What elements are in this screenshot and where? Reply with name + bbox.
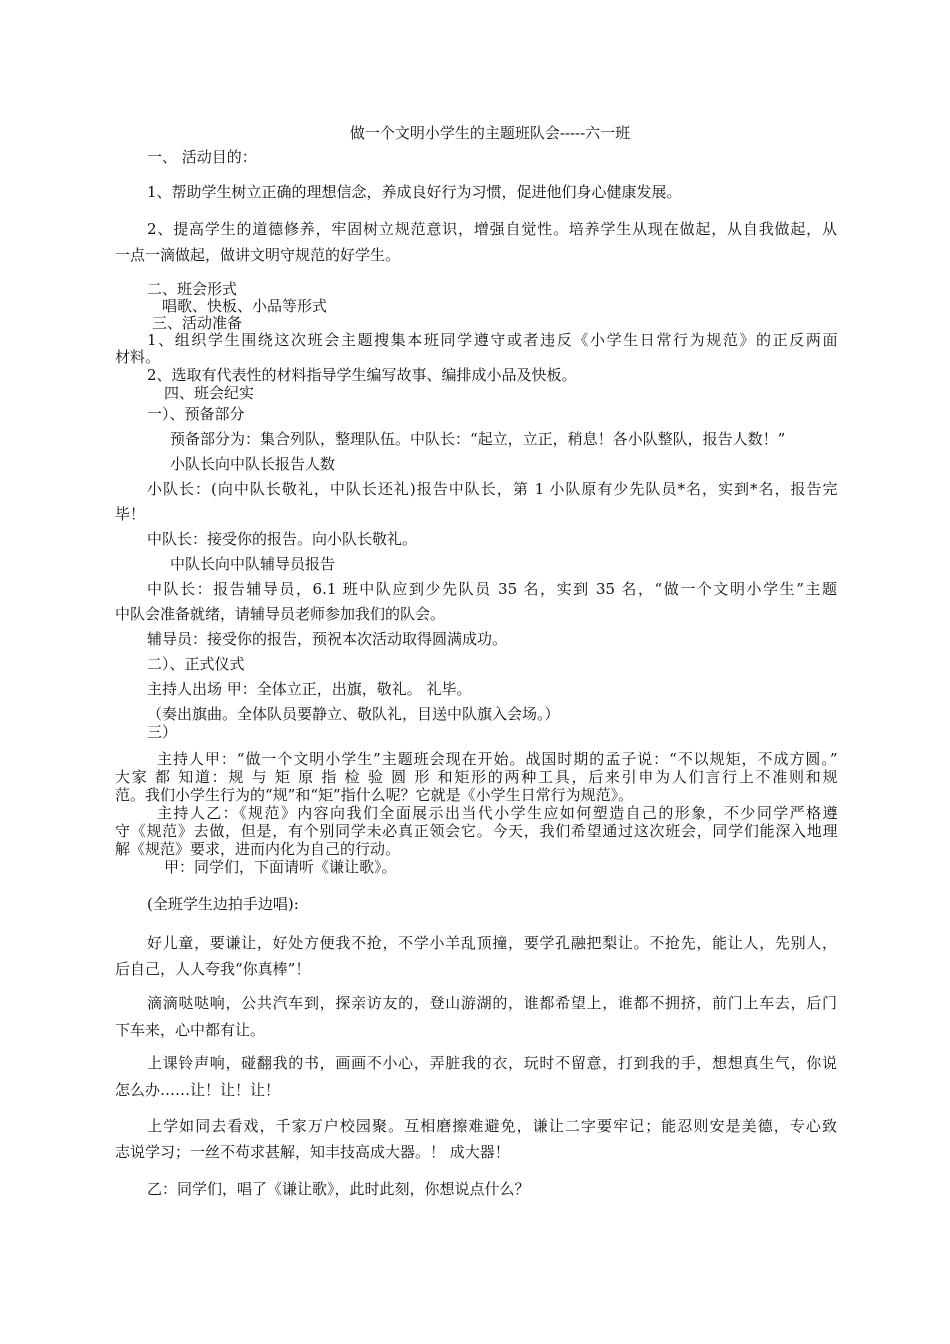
lyric-line: 志说学习；一丝不苟求甚解，知丰技高成大器。！ 成大器！ xyxy=(115,1143,510,1161)
paragraph-line: 唱歌、快板、小品等形式 xyxy=(162,297,328,315)
subsection-heading: 一）、预备部分 xyxy=(147,405,245,423)
paragraph-line: 1、组织学生围绕这次班会主题搜集本班同学遵守或者违反《小学生日常行为规范》的正反两面 xyxy=(147,331,837,349)
paragraph-line: 中队长：接受你的报告。向小队长敬礼。 xyxy=(147,530,418,548)
paragraph-line: 一点一滴做起，做讲文明守规范的好学生。 xyxy=(115,246,401,264)
paragraph-line: 预备部分为：集合列队，整理队伍。中队长：“起立，立正，稍息！各小队整队，报告人数！” xyxy=(170,430,786,448)
subsection-heading: 三） xyxy=(147,723,178,741)
subsection-heading: 二）、正式仪式 xyxy=(147,655,245,673)
paragraph-line: 1、帮助学生树立正确的理想信念，养成良好行为习惯，促进他们身心健康发展。 xyxy=(147,183,682,201)
paragraph-line: （奏出旗曲。全体队员要静立、敬队礼，目送中队旗入会场。） xyxy=(147,705,560,723)
paragraph-line: 乙：同学们，唱了《谦让歌》，此时此刻，你想说点什么？ xyxy=(147,1180,530,1198)
lyric-line: 后自己，人人夸我“你真棒”！ xyxy=(115,960,311,978)
paragraph-line: 主持人甲：“做一个文明小学生”主题班会现在开始。战国时期的孟子说：“不以规矩，不成方圆。” xyxy=(157,750,837,768)
paragraph-line: 中队会准备就绪，请辅导员老师参加我们的队会。 xyxy=(115,605,446,623)
paragraph-line: 中队长向中队辅导员报告 xyxy=(170,555,336,573)
paragraph-line: 2、提高学生的道德修养，牢固树立规范意识，增强自觉性。培养学生从现在做起，从自我做起，从 xyxy=(147,220,837,238)
paragraph-line: 甲：同学们，下面请听《谦让歌》。 xyxy=(164,858,397,876)
paragraph-line: 毕！ xyxy=(115,505,146,523)
lyric-line: 怎么办……让！让！让！ xyxy=(115,1081,281,1099)
paragraph-line: 辅导员：接受你的报告，预祝本次活动取得圆满成功。 xyxy=(147,630,508,648)
section-heading: 三、活动准备 xyxy=(152,314,243,332)
paragraph-line: 解《规范》要求，进而内化为自己的行动。 xyxy=(115,840,401,858)
paragraph-line: 2、选取有代表性的材料指导学生编写故事、编排成小品及快板。 xyxy=(147,366,577,384)
lyric-line: 好儿童，要谦让，好处方便我不抢，不学小羊乱顶撞，要学孔融把梨让。不抢先，能让人，先别人， xyxy=(147,934,837,952)
section-heading: 二、班会形式 xyxy=(147,280,238,298)
document-title: 做一个文明小学生的主题班队会-----六一班 xyxy=(349,124,631,142)
paragraph-line: 主持人出场 甲：全体立正，出旗，敬礼。 礼毕。 xyxy=(147,680,472,698)
section-heading: 四、班会纪实 xyxy=(164,384,255,402)
paragraph-line: 范。我们小学生行为的“规”和“矩”指什么呢？它就是《小学生日常行为规范》。 xyxy=(115,786,634,804)
paragraph-line: (全班学生边拍手边唱): xyxy=(147,895,299,913)
paragraph-line: 守《规范》去做，但是，有个别同学未必真正领会它。今天，我们希望通过这次班会，同学们能深入地理 xyxy=(115,822,837,840)
lyric-line: 上学如同去看戏，千家万户校园聚。互相磨擦难避免，谦让二字要牢记；能忍则安是美德，专心致 xyxy=(147,1117,837,1135)
lyric-line: 滴滴哒哒响，公共汽车到，探亲访友的，登山游湖的，谁都希望上，谁都不拥挤，前门上车去，后门 xyxy=(147,994,837,1012)
paragraph-line: 主持人乙：《规范》内容向我们全面展示出当代小学生应如何塑造自己的形象，不少同学严格遵 xyxy=(157,804,837,822)
section-heading: 一、 活动目的： xyxy=(147,148,257,166)
lyric-line: 下车来，心中都有让。 xyxy=(115,1021,266,1039)
paragraph-line: 小队长：(向中队长敬礼，中队长还礼)报告中队长，第 1 小队原有少先队员*名，实到*名，报告完 xyxy=(147,480,837,498)
paragraph-line: 材料。 xyxy=(115,348,161,366)
paragraph-line: 中队长：报告辅导员，6.1 班中队应到少先队员 35 名，实到 35 名，“做一个文明小学生”主题 xyxy=(147,580,837,598)
paragraph-line: 小队长向中队长报告人数 xyxy=(170,455,336,473)
paragraph-line: 大家 都 知道：规 与 矩 原 指 检 验 圆 形 和矩形的两种工具，后来引申为人们言行上不准则和规 xyxy=(115,768,837,786)
lyric-line: 上课铃声响，碰翻我的书，画画不小心，弄脏我的衣，玩时不留意，打到我的手，想想真生气，你说 xyxy=(147,1054,837,1072)
